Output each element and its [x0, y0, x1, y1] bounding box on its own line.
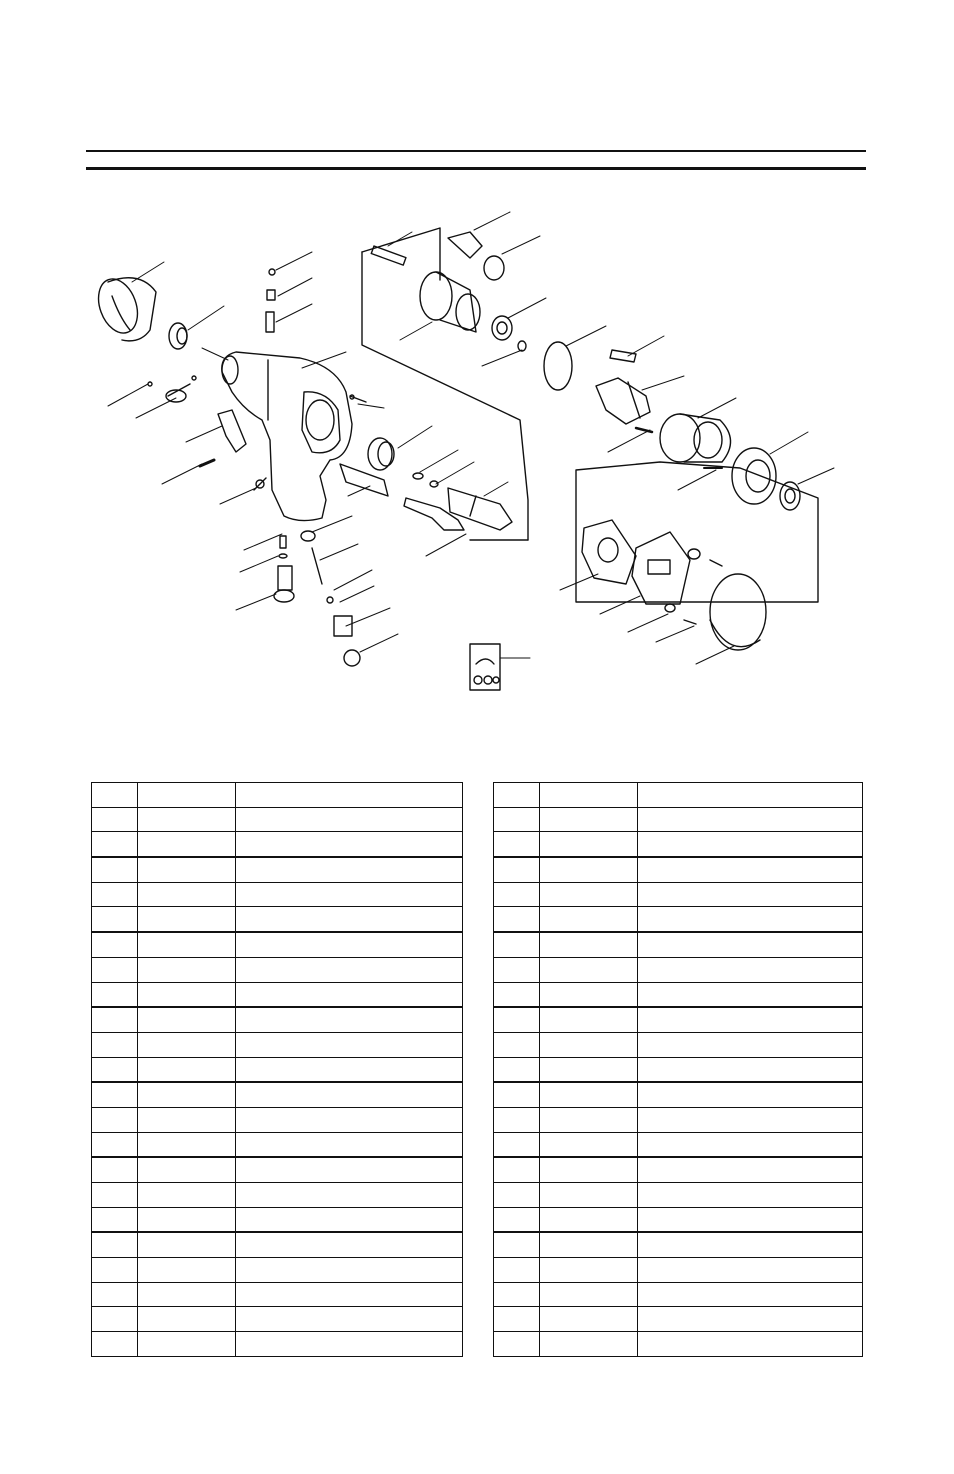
table-cell [540, 1307, 638, 1332]
table-cell [540, 1282, 638, 1307]
table-cell [638, 1132, 863, 1157]
table-cell [540, 957, 638, 982]
table-cell [540, 857, 638, 882]
table-cell [638, 1232, 863, 1257]
table-row [92, 882, 463, 907]
table-cell [92, 857, 138, 882]
table-cell [638, 957, 863, 982]
table-cell [92, 832, 138, 857]
boot-part [92, 274, 156, 341]
table-row [92, 1032, 463, 1057]
table-cell [138, 907, 236, 932]
table-row [92, 1282, 463, 1307]
table-cell [638, 1157, 863, 1182]
table-cell [92, 1082, 138, 1107]
table-cell [92, 1183, 138, 1208]
table-cell [540, 882, 638, 907]
table-cell [138, 832, 236, 857]
table-cell [92, 1207, 138, 1232]
table-cell [540, 1082, 638, 1107]
table-cell [236, 1258, 463, 1283]
table-cell [494, 1007, 540, 1032]
table-row [494, 1007, 863, 1032]
table-cell [236, 1307, 463, 1332]
table-row [92, 907, 463, 932]
rotor-part [596, 378, 650, 424]
table-row [494, 807, 863, 832]
table-cell [494, 857, 540, 882]
table-cell [236, 1232, 463, 1257]
table-cell [638, 1282, 863, 1307]
table-row [92, 807, 463, 832]
table-cell [92, 1007, 138, 1032]
table-row [494, 1332, 863, 1357]
table-cell [92, 1057, 138, 1082]
table-cell [494, 832, 540, 857]
table-cell [494, 1157, 540, 1182]
table-cell [236, 907, 463, 932]
table-cell [236, 1032, 463, 1057]
table-cell [92, 907, 138, 932]
table-cell [92, 1232, 138, 1257]
table-cell [638, 1332, 863, 1357]
table-cell [638, 1183, 863, 1208]
table-cell [92, 1307, 138, 1332]
table-cell [138, 783, 236, 808]
table-cell [138, 1107, 236, 1132]
table-cell [638, 882, 863, 907]
air-tube-part [340, 464, 388, 496]
table-cell [540, 807, 638, 832]
cover-ring-part [710, 574, 766, 650]
table-cell [638, 1307, 863, 1332]
inlet-stack-right [301, 531, 360, 666]
table-cell [138, 1183, 236, 1208]
table-row [494, 1082, 863, 1107]
table-cell [138, 1007, 236, 1032]
table-cell [494, 1307, 540, 1332]
table-row [494, 1307, 863, 1332]
vane-part [610, 350, 636, 362]
table-cell [638, 857, 863, 882]
table-cell [540, 907, 638, 932]
table-cell [236, 857, 463, 882]
table-cell [540, 932, 638, 957]
table-cell [138, 1207, 236, 1232]
table-cell [236, 982, 463, 1007]
table-cell [92, 957, 138, 982]
table-cell [638, 1207, 863, 1232]
table-row [92, 1157, 463, 1182]
gasket-part [582, 520, 636, 584]
table-cell [494, 783, 540, 808]
table-row [92, 1207, 463, 1232]
table-cell [138, 932, 236, 957]
anvil-part [448, 488, 512, 530]
table-cell [638, 907, 863, 932]
table-cell [540, 1007, 638, 1032]
rear-plate-part [732, 448, 776, 504]
table-cell [494, 1332, 540, 1357]
regulator-knob-part [166, 384, 190, 402]
table-cell [494, 1132, 540, 1157]
bearing-part [492, 316, 512, 340]
table-cell [638, 807, 863, 832]
table-cell [540, 1258, 638, 1283]
screw-part [350, 395, 366, 402]
table-cell [92, 1282, 138, 1307]
back-cover-part [632, 532, 690, 604]
table-cell [494, 907, 540, 932]
table-cell [494, 807, 540, 832]
table-cell [236, 932, 463, 957]
table-row [92, 1307, 463, 1332]
table-cell [138, 857, 236, 882]
table-header-row [92, 783, 463, 808]
table-row [92, 932, 463, 957]
table-cell [638, 1258, 863, 1283]
bushing-part [368, 438, 394, 470]
o-ring-part [413, 473, 438, 487]
parts-table-left [91, 782, 463, 1357]
table-cell [494, 882, 540, 907]
table-cell [138, 1282, 236, 1307]
table-cell [540, 832, 638, 857]
cover-screw-part [665, 549, 722, 624]
callout-leaders [108, 212, 834, 664]
table-cell [494, 1232, 540, 1257]
table-cell [638, 1007, 863, 1032]
table-cell [236, 1082, 463, 1107]
table-row [92, 1332, 463, 1357]
table-cell [92, 1132, 138, 1157]
table-row [92, 957, 463, 982]
table-cell [494, 1082, 540, 1107]
collar-part [169, 323, 187, 349]
table-cell [494, 1057, 540, 1082]
table-cell [540, 1183, 638, 1208]
trigger-pin-part [200, 460, 214, 466]
table-cell [236, 957, 463, 982]
table-cell [540, 1057, 638, 1082]
rear-bearing-part [780, 482, 800, 510]
table-cell [92, 932, 138, 957]
table-cell [236, 1057, 463, 1082]
table-cell [92, 1258, 138, 1283]
table-row [494, 1207, 863, 1232]
table-cell [540, 1232, 638, 1257]
table-row [494, 907, 863, 932]
table-row [92, 1057, 463, 1082]
table-row [494, 1057, 863, 1082]
table-cell [236, 832, 463, 857]
table-cell [92, 1157, 138, 1182]
table-cell [138, 807, 236, 832]
table-row [92, 1183, 463, 1208]
table-row [494, 1232, 863, 1257]
table-cell [540, 1107, 638, 1132]
table-cell [494, 1282, 540, 1307]
table-cell [494, 1183, 540, 1208]
table-row [494, 1107, 863, 1132]
table-cell [138, 882, 236, 907]
parts-table-right [493, 782, 863, 1357]
front-plate-part [544, 342, 572, 390]
warning-label-icon [470, 644, 500, 690]
table-cell [236, 1007, 463, 1032]
table-cell [236, 807, 463, 832]
housing-part [222, 352, 352, 521]
table-row [494, 957, 863, 982]
table-row [494, 857, 863, 882]
table-cell [638, 982, 863, 1007]
table-cell [494, 932, 540, 957]
trigger-part [218, 410, 246, 452]
table-cell [138, 1307, 236, 1332]
table-cell [638, 1032, 863, 1057]
table-cell [92, 1032, 138, 1057]
table-row [92, 1082, 463, 1107]
table-cell [236, 1282, 463, 1307]
table-cell [138, 1082, 236, 1107]
table-cell [92, 982, 138, 1007]
table-cell [138, 1057, 236, 1082]
table-cell [236, 783, 463, 808]
table-row [494, 1183, 863, 1208]
table-cell [236, 1107, 463, 1132]
table-cell [236, 882, 463, 907]
table-cell [236, 1207, 463, 1232]
table-cell [138, 1132, 236, 1157]
table-cell [92, 783, 138, 808]
table-cell [138, 1332, 236, 1357]
table-row [494, 832, 863, 857]
table-row [494, 982, 863, 1007]
hammer-pin-part [371, 246, 406, 265]
table-row [494, 1157, 863, 1182]
table-cell [236, 1183, 463, 1208]
table-cell [494, 1032, 540, 1057]
table-cell [494, 1207, 540, 1232]
table-header-row [494, 783, 863, 808]
table-cell [236, 1332, 463, 1357]
table-cell [540, 1332, 638, 1357]
table-row [92, 1007, 463, 1032]
table-cell [92, 1332, 138, 1357]
table-row [92, 982, 463, 1007]
table-row [92, 832, 463, 857]
hammer-cage-part [420, 272, 480, 332]
table-cell [138, 982, 236, 1007]
table-cell [92, 882, 138, 907]
table-row [92, 1232, 463, 1257]
table-cell [494, 982, 540, 1007]
table-row [494, 1132, 863, 1157]
table-row [494, 882, 863, 907]
table-row [494, 1258, 863, 1283]
table-cell [638, 832, 863, 857]
table-cell [540, 1032, 638, 1057]
table-cell [540, 1132, 638, 1157]
table-cell [638, 932, 863, 957]
table-cell [494, 1107, 540, 1132]
table-cell [638, 1082, 863, 1107]
table-row [92, 1107, 463, 1132]
inlet-stack-left [274, 536, 294, 602]
valve-stack-part [266, 269, 275, 332]
table-row [92, 1132, 463, 1157]
table-row [92, 857, 463, 882]
table-cell [92, 807, 138, 832]
table-cell [236, 1132, 463, 1157]
table-cell [138, 1232, 236, 1257]
table-cell [638, 783, 863, 808]
table-cell [236, 1157, 463, 1182]
table-cell [494, 1258, 540, 1283]
table-cell [540, 982, 638, 1007]
hammer-part [448, 232, 504, 280]
table-cell [494, 957, 540, 982]
table-cell [540, 1157, 638, 1182]
washer-part [518, 341, 526, 351]
table-cell [540, 783, 638, 808]
table-cell [138, 1258, 236, 1283]
table-cell [138, 957, 236, 982]
table-cell [638, 1057, 863, 1082]
table-row [494, 1032, 863, 1057]
table-cell [540, 1207, 638, 1232]
table-row [494, 1282, 863, 1307]
table-row [92, 1258, 463, 1283]
table-row [494, 932, 863, 957]
table-cell [638, 1107, 863, 1132]
table-cell [138, 1157, 236, 1182]
table-cell [138, 1032, 236, 1057]
cylinder-part [660, 414, 731, 462]
table-cell [92, 1107, 138, 1132]
